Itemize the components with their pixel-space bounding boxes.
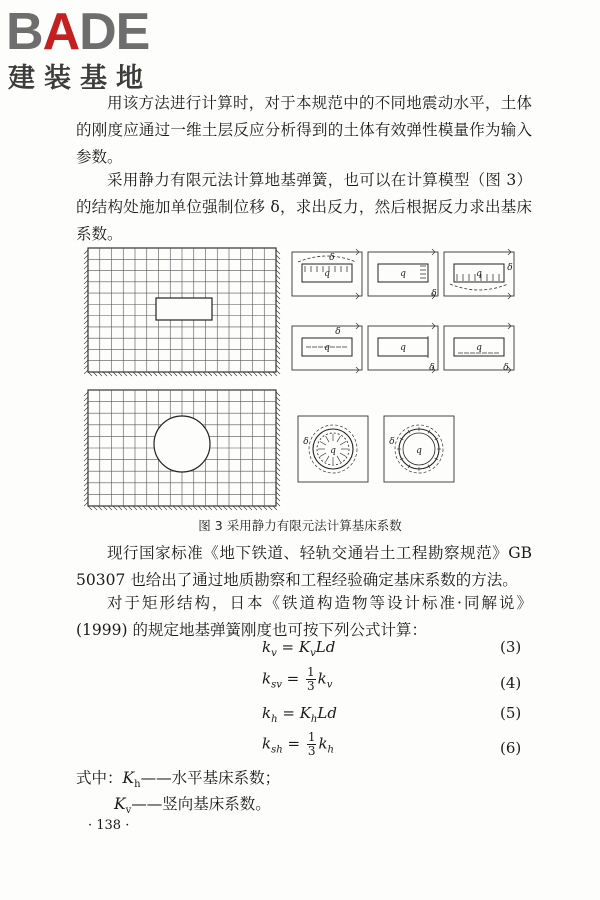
boundary-hatch — [276, 290, 280, 294]
figure-label: q — [400, 343, 406, 353]
boundary-hatch — [238, 506, 242, 510]
boundary-hatch — [248, 506, 252, 510]
boundary-hatch — [93, 506, 97, 510]
boundary-hatch — [276, 402, 280, 406]
boundary-hatch — [263, 506, 267, 510]
boundary-hatch — [193, 506, 197, 510]
load-arrow — [326, 436, 330, 442]
boundary-hatch — [276, 370, 280, 374]
boundary-hatch — [168, 506, 172, 510]
boundary-hatch — [276, 320, 280, 324]
boundary-hatch — [276, 335, 280, 339]
logo-subtitle: 建装基地 — [8, 63, 152, 94]
structure-rect — [156, 298, 212, 320]
boundary-hatch — [138, 372, 142, 376]
boundary-hatch — [276, 432, 280, 436]
figure-label: q — [324, 343, 330, 353]
boundary-hatch — [276, 417, 280, 421]
boundary-hatch — [153, 506, 157, 510]
boundary-hatch — [276, 260, 280, 264]
boundary-hatch — [108, 506, 112, 510]
boundary-hatch — [198, 506, 202, 510]
boundary-hatch — [123, 506, 127, 510]
boundary-hatch — [276, 407, 280, 411]
load-arrow — [320, 453, 326, 457]
boundary-hatch — [268, 372, 272, 376]
boundary-hatch — [128, 506, 132, 510]
boundary-hatch — [263, 372, 267, 376]
boundary-hatch — [228, 506, 232, 510]
boundary-hatch — [123, 372, 127, 376]
boundary-hatch — [276, 442, 280, 446]
boundary-hatch — [276, 275, 280, 279]
boundary-hatch — [276, 350, 280, 354]
boundary-hatch — [276, 300, 280, 304]
boundary-hatch — [276, 365, 280, 369]
boundary-hatch — [276, 487, 280, 491]
boundary-hatch — [258, 506, 262, 510]
boundary-hatch — [163, 506, 167, 510]
boundary-hatch — [276, 305, 280, 309]
boundary-hatch — [223, 372, 227, 376]
boundary-hatch — [276, 477, 280, 481]
paragraph-4: 对于矩形结构，日本《铁道构造物等设计标准·同解说》(1999) 的规定地基弹簧刚度也可按下列公式计算： — [76, 594, 532, 639]
boundary-hatch — [218, 372, 222, 376]
boundary-hatch — [98, 372, 102, 376]
boundary-hatch — [233, 506, 237, 510]
boundary-hatch — [276, 285, 280, 289]
figure-label: δ — [507, 263, 513, 273]
boundary-hatch — [276, 250, 280, 254]
boundary-hatch — [276, 325, 280, 329]
figure-label: q — [324, 269, 330, 279]
definition-kh: 式中：$K_h——$水平基床系数； — [76, 769, 281, 791]
boundary-hatch — [276, 315, 280, 319]
boundary-hatch — [276, 330, 280, 334]
load-arrow — [340, 442, 346, 446]
boundary-hatch — [203, 506, 207, 510]
rectangular-structure-mesh — [84, 248, 280, 376]
page-number: · 138 · — [88, 818, 130, 833]
boundary-hatch — [168, 372, 172, 376]
boundary-hatch — [276, 427, 280, 431]
boundary-hatch — [118, 506, 122, 510]
boundary-hatch — [276, 270, 280, 274]
boundary-hatch — [183, 506, 187, 510]
boundary-hatch — [113, 506, 117, 510]
formula-4: $k_{sv}$ = $\frac{1}{3}$ $k_v$ (4) — [262, 665, 522, 693]
structure-circle — [154, 416, 210, 472]
boundary-hatch — [108, 372, 112, 376]
displacement-load-cases — [292, 249, 514, 482]
boundary-hatch — [103, 506, 107, 510]
boundary-hatch — [203, 372, 207, 376]
boundary-hatch — [218, 506, 222, 510]
figure-label: q — [476, 343, 482, 353]
load-arrow — [337, 436, 341, 442]
boundary-hatch — [138, 506, 142, 510]
load-arrow — [326, 456, 330, 462]
boundary-hatch — [178, 506, 182, 510]
boundary-hatch — [243, 506, 247, 510]
formula-6: $k_{sh}$ = $\frac{1}{3}$ $k_h$ (6) — [262, 730, 522, 758]
paragraph-3: 现行国家标准《地下铁道、轻轨交通岩土工程勘察规范》GB 50307 也给出了通过地质勘察和工程经验确定基床系数的方法。 — [76, 544, 532, 589]
boundary-hatch — [273, 506, 277, 510]
boundary-hatch — [276, 482, 280, 486]
boundary-hatch — [276, 255, 280, 259]
figure-label: δ — [389, 437, 395, 447]
boundary-hatch — [213, 372, 217, 376]
figure-label: q — [330, 446, 336, 456]
boundary-hatch — [173, 372, 177, 376]
boundary-hatch — [276, 392, 280, 396]
boundary-hatch — [223, 506, 227, 510]
boundary-hatch — [198, 372, 202, 376]
load-arrow — [340, 453, 346, 457]
load-arrow — [320, 442, 326, 446]
figure-label: q — [416, 446, 422, 456]
definition-kv: $K_v——$竖向基床系数。 — [114, 795, 271, 817]
boundary-hatch — [88, 506, 92, 510]
boundary-hatch — [158, 372, 162, 376]
boundary-hatch — [233, 372, 237, 376]
boundary-hatch — [238, 372, 242, 376]
figure-label: δ — [503, 363, 509, 373]
boundary-hatch — [148, 372, 152, 376]
figure-label: q — [400, 269, 406, 279]
boundary-hatch — [148, 506, 152, 510]
figure-label: q — [476, 269, 482, 279]
boundary-hatch — [276, 422, 280, 426]
boundary-hatch — [193, 372, 197, 376]
boundary-hatch — [276, 457, 280, 461]
boundary-hatch — [268, 506, 272, 510]
boundary-hatch — [153, 372, 157, 376]
boundary-hatch — [208, 372, 212, 376]
boundary-hatch — [276, 502, 280, 506]
boundary-hatch — [143, 372, 147, 376]
figure-caption: 图 3 采用静力有限元法计算基床系数 — [198, 518, 402, 533]
boundary-hatch — [103, 372, 107, 376]
boundary-hatch — [243, 372, 247, 376]
figure-fem-model — [84, 244, 524, 514]
load-arrow — [337, 456, 341, 462]
boundary-hatch — [163, 372, 167, 376]
boundary-hatch — [188, 372, 192, 376]
logo-wordmark: BADE — [6, 3, 150, 61]
formula-5: $k_h = K_hLd$ (5) — [262, 704, 522, 725]
boundary-hatch — [276, 497, 280, 501]
boundary-hatch — [276, 447, 280, 451]
boundary-hatch — [113, 372, 117, 376]
paragraph-2: 采用静力有限元法计算地基弹簧，也可以在计算模型（图 3）的结构处施加单位强制位移 δ，求出反力，然后根据反力求出基床系数。 — [76, 171, 532, 243]
boundary-hatch — [228, 372, 232, 376]
boundary-hatch — [276, 492, 280, 496]
boundary-hatch — [98, 506, 102, 510]
boundary-hatch — [143, 506, 147, 510]
boundary-hatch — [173, 506, 177, 510]
boundary-hatch — [276, 467, 280, 471]
deformed-shape — [450, 284, 508, 290]
boundary-hatch — [188, 506, 192, 510]
deformed-shape — [298, 256, 356, 262]
boundary-hatch — [128, 372, 132, 376]
figure-label: δ — [303, 437, 309, 447]
boundary-hatch — [276, 360, 280, 364]
figure-label: δ — [431, 289, 437, 299]
boundary-hatch — [276, 310, 280, 314]
boundary-hatch — [276, 462, 280, 466]
bade-logo — [6, 3, 176, 96]
figure-label: δ — [329, 253, 335, 263]
boundary-hatch — [248, 372, 252, 376]
boundary-hatch — [133, 506, 137, 510]
boundary-hatch — [253, 372, 257, 376]
boundary-hatch — [253, 506, 257, 510]
formula-3: $k_v = K_vLd$ (3) — [262, 638, 522, 659]
boundary-hatch — [276, 412, 280, 416]
boundary-hatch — [118, 372, 122, 376]
boundary-hatch — [273, 372, 277, 376]
boundary-hatch — [183, 372, 187, 376]
boundary-hatch — [276, 472, 280, 476]
boundary-hatch — [133, 372, 137, 376]
boundary-hatch — [276, 295, 280, 299]
boundary-hatch — [276, 345, 280, 349]
boundary-hatch — [93, 372, 97, 376]
circular-structure-mesh — [84, 390, 280, 510]
boundary-hatch — [276, 265, 280, 269]
boundary-hatch — [88, 372, 92, 376]
boundary-hatch — [213, 506, 217, 510]
figure-label: δ — [429, 363, 435, 373]
boundary-hatch — [276, 437, 280, 441]
figure-label: δ — [335, 327, 341, 337]
boundary-hatch — [276, 280, 280, 284]
boundary-hatch — [258, 372, 262, 376]
boundary-hatch — [276, 452, 280, 456]
boundary-hatch — [276, 397, 280, 401]
boundary-hatch — [208, 506, 212, 510]
boundary-hatch — [178, 372, 182, 376]
paragraph-1: 用该方法进行计算时，对于本规范中的不同地震动水平，土体的刚度应通过一维土层反应分析得到的土体有效弹性模量作为输入参数。 — [76, 94, 532, 166]
boundary-hatch — [276, 355, 280, 359]
boundary-hatch — [158, 506, 162, 510]
boundary-hatch — [276, 340, 280, 344]
